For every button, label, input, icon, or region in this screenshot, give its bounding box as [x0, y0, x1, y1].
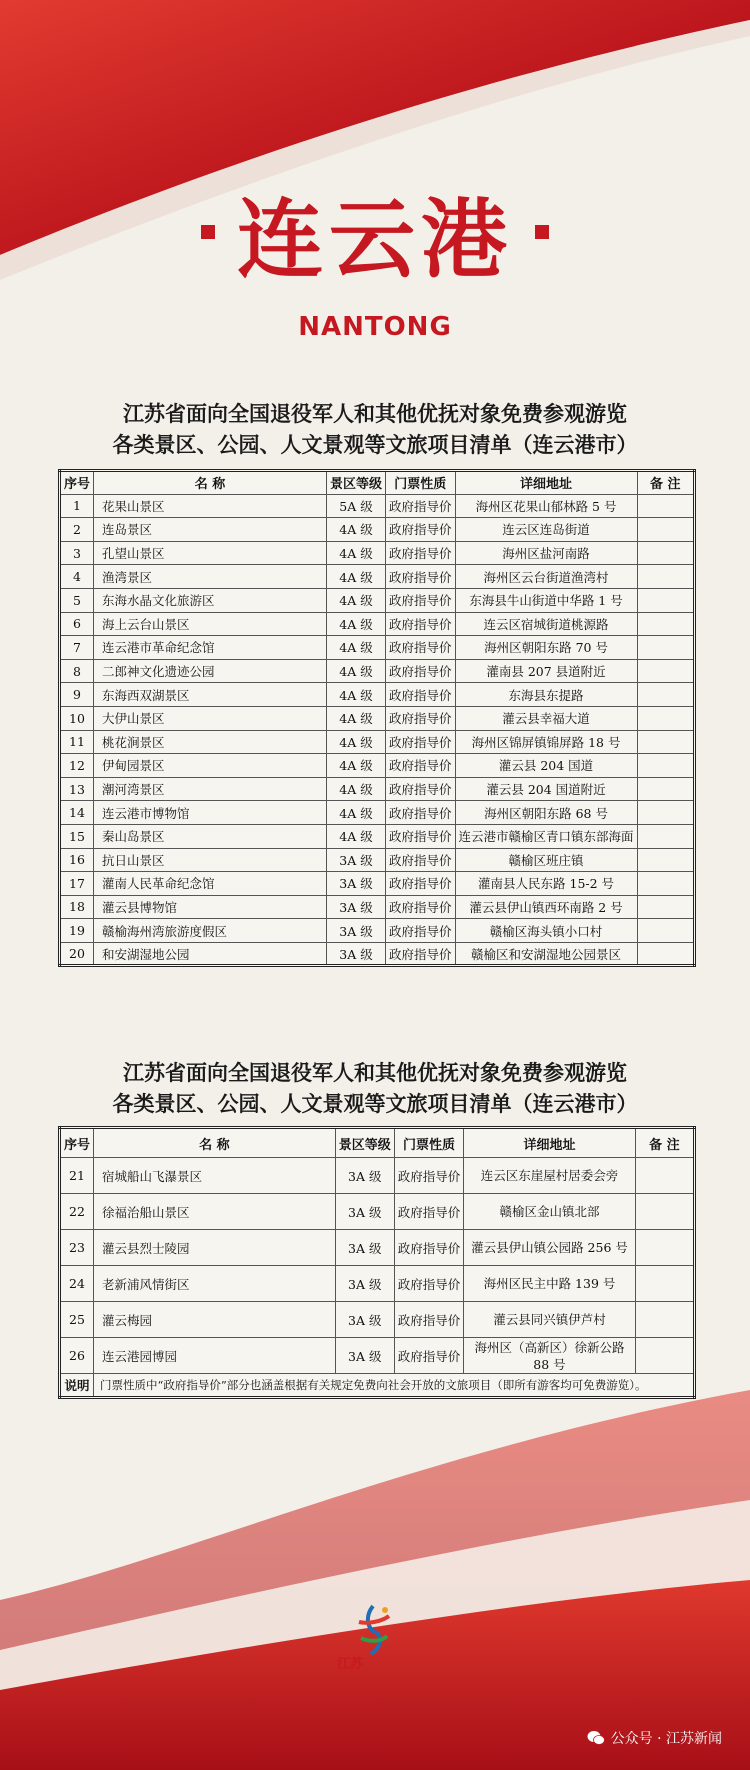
cell-note	[637, 565, 694, 589]
cell-address: 连云港市赣榆区青口镇东部海面	[455, 824, 637, 848]
decor-square-left	[201, 225, 215, 239]
cell-level: 3A 级	[335, 1266, 394, 1302]
cell-level: 4A 级	[327, 518, 386, 542]
cell-name: 伊甸园景区	[94, 754, 327, 778]
cell-name: 渔湾景区	[94, 565, 327, 589]
cell-no: 12	[60, 754, 94, 778]
cell-note	[637, 754, 694, 778]
cell-no: 9	[60, 683, 94, 707]
col-header-ticket: 门票性质	[394, 1128, 464, 1158]
cell-note	[637, 494, 694, 518]
attractions-table-2	[58, 1126, 696, 1399]
cell-ticket: 政府指导价	[386, 541, 456, 565]
cell-no: 2	[60, 518, 94, 542]
table-row	[60, 848, 695, 872]
cell-address: 东海县牛山街道中华路 1 号	[455, 588, 637, 612]
cell-level: 4A 级	[327, 636, 386, 660]
table-row	[60, 565, 695, 589]
table-header-row	[60, 1128, 695, 1158]
cell-ticket: 政府指导价	[386, 588, 456, 612]
cell-ticket: 政府指导价	[386, 942, 456, 966]
cell-name: 赣榆海州湾旅游度假区	[94, 919, 327, 943]
cell-address: 灌云县 204 国道	[455, 754, 637, 778]
table-row	[60, 659, 695, 683]
cell-no: 14	[60, 801, 94, 825]
cell-level: 4A 级	[327, 612, 386, 636]
table-row	[60, 1302, 695, 1338]
cell-no: 24	[60, 1266, 94, 1302]
table-row	[60, 1338, 695, 1374]
cell-no: 4	[60, 565, 94, 589]
col-header-note: 备 注	[637, 471, 694, 495]
cell-note	[637, 612, 694, 636]
cell-ticket: 政府指导价	[386, 565, 456, 589]
cell-name: 桃花涧景区	[94, 730, 327, 754]
city-pinyin: NANTONG	[298, 312, 452, 342]
city-title: 连云港	[237, 190, 513, 290]
table-row	[60, 777, 695, 801]
section2-title	[0, 1057, 750, 1119]
cell-ticket: 政府指导价	[394, 1266, 464, 1302]
cell-address: 赣榆区和安湖湿地公园景区	[455, 942, 637, 966]
col-header-no: 序号	[60, 1128, 94, 1158]
wechat-watermark	[587, 1728, 722, 1748]
cell-no: 21	[60, 1158, 94, 1194]
cell-address: 赣榆区金山镇北部	[464, 1194, 635, 1230]
cell-level: 4A 级	[327, 659, 386, 683]
cell-address: 连云区宿城街道桃源路	[455, 612, 637, 636]
section1-title-line2: 各类景区、公园、人文景观等文旅项目清单（连云港市）	[112, 432, 638, 457]
cell-no: 13	[60, 777, 94, 801]
cell-no: 10	[60, 706, 94, 730]
table-row	[60, 1266, 695, 1302]
cell-note	[637, 942, 694, 966]
cell-ticket: 政府指导价	[386, 730, 456, 754]
cell-no: 18	[60, 895, 94, 919]
cell-note	[635, 1230, 694, 1266]
cell-no: 19	[60, 919, 94, 943]
cell-ticket: 政府指导价	[394, 1230, 464, 1266]
cell-no: 26	[60, 1338, 94, 1374]
table-row	[60, 1158, 695, 1194]
cell-note	[637, 683, 694, 707]
cell-note	[635, 1158, 694, 1194]
cell-name: 连云港市博物馆	[94, 801, 327, 825]
table-row	[60, 706, 695, 730]
table-row	[60, 636, 695, 660]
cell-level: 4A 级	[327, 588, 386, 612]
col-header-ticket: 门票性质	[386, 471, 456, 495]
cell-level: 5A 级	[327, 494, 386, 518]
cell-name: 灌云梅园	[94, 1302, 336, 1338]
cell-ticket: 政府指导价	[394, 1338, 464, 1374]
cell-address: 灌云县伊山镇西环南路 2 号	[455, 895, 637, 919]
cell-name: 抗日山景区	[94, 848, 327, 872]
cell-address: 连云区东崖屋村居委会旁	[464, 1158, 635, 1194]
cell-level: 3A 级	[335, 1338, 394, 1374]
cell-address: 海州区民主中路 139 号	[464, 1266, 635, 1302]
cell-ticket: 政府指导价	[394, 1194, 464, 1230]
cell-no: 20	[60, 942, 94, 966]
note-text: 门票性质中“政府指导价”部分也涵盖根据有关规定免费向社会开放的文旅项目（即所有游客均可免费游览）。	[94, 1374, 695, 1398]
table-row	[60, 541, 695, 565]
cell-no: 23	[60, 1230, 94, 1266]
cell-name: 徐福治船山景区	[94, 1194, 336, 1230]
cell-ticket: 政府指导价	[386, 636, 456, 660]
cell-address: 东海县东提路	[455, 683, 637, 707]
cell-ticket: 政府指导价	[386, 777, 456, 801]
cell-no: 6	[60, 612, 94, 636]
cell-level: 3A 级	[335, 1194, 394, 1230]
cell-ticket: 政府指导价	[394, 1302, 464, 1338]
cell-level: 4A 级	[327, 824, 386, 848]
col-header-name: 名 称	[94, 1128, 336, 1158]
cell-address: 灌云县伊山镇公园路 256 号	[464, 1230, 635, 1266]
cell-level: 4A 级	[327, 683, 386, 707]
cell-level: 3A 级	[335, 1302, 394, 1338]
cell-no: 17	[60, 872, 94, 896]
cell-name: 海上云台山景区	[94, 612, 327, 636]
cell-name: 东海西双湖景区	[94, 683, 327, 707]
bottom-red-waves	[0, 1390, 750, 1770]
cell-no: 15	[60, 824, 94, 848]
cell-no: 5	[60, 588, 94, 612]
col-header-level: 景区等级	[335, 1128, 394, 1158]
section2-title-line2: 各类景区、公园、人文景观等文旅项目清单（连云港市）	[112, 1091, 638, 1116]
decor-square-right	[535, 225, 549, 239]
cell-level: 3A 级	[327, 848, 386, 872]
cell-name: 连岛景区	[94, 518, 327, 542]
cell-level: 4A 级	[327, 706, 386, 730]
cell-note	[635, 1302, 694, 1338]
cell-ticket: 政府指导价	[386, 518, 456, 542]
col-header-level: 景区等级	[327, 471, 386, 495]
cell-name: 灌云县博物馆	[94, 895, 327, 919]
cell-ticket: 政府指导价	[386, 848, 456, 872]
cell-address: 灌南县人民东路 15-2 号	[455, 872, 637, 896]
table-row	[60, 824, 695, 848]
cell-ticket: 政府指导价	[386, 706, 456, 730]
cell-note	[637, 541, 694, 565]
cell-level: 4A 级	[327, 541, 386, 565]
cell-level: 3A 级	[327, 942, 386, 966]
cell-address: 灌南县 207 县道附近	[455, 659, 637, 683]
cell-no: 7	[60, 636, 94, 660]
cell-name: 灌南人民革命纪念馆	[94, 872, 327, 896]
cell-note	[637, 518, 694, 542]
cell-level: 3A 级	[335, 1158, 394, 1194]
cell-address: 海州区锦屏镇锦屏路 18 号	[455, 730, 637, 754]
cell-level: 4A 级	[327, 801, 386, 825]
cell-no: 8	[60, 659, 94, 683]
cell-level: 4A 级	[327, 777, 386, 801]
cell-name: 大伊山景区	[94, 706, 327, 730]
col-header-address: 详细地址	[464, 1128, 635, 1158]
col-header-no: 序号	[60, 471, 94, 495]
table-row	[60, 730, 695, 754]
table-row	[60, 518, 695, 542]
cell-note	[637, 777, 694, 801]
cell-address: 灌云县 204 国道附近	[455, 777, 637, 801]
cell-ticket: 政府指导价	[386, 683, 456, 707]
cell-level: 3A 级	[327, 919, 386, 943]
cell-name: 宿城船山飞瀑景区	[94, 1158, 336, 1194]
table-row	[60, 1230, 695, 1266]
section2-title-line1: 江苏省面向全国退役军人和其他优抚对象免费参观游览	[123, 1060, 627, 1085]
cell-level: 3A 级	[327, 872, 386, 896]
table-row	[60, 1194, 695, 1230]
cell-address: 连云区连岛街道	[455, 518, 637, 542]
cell-ticket: 政府指导价	[386, 895, 456, 919]
col-header-name: 名 称	[94, 471, 327, 495]
table-note-row	[60, 1374, 695, 1398]
cell-address: 海州区花果山郁林路 5 号	[455, 494, 637, 518]
col-header-address: 详细地址	[455, 471, 637, 495]
cell-note	[637, 588, 694, 612]
cell-note	[637, 824, 694, 848]
cell-level: 4A 级	[327, 565, 386, 589]
cell-level: 3A 级	[327, 895, 386, 919]
cell-note	[635, 1194, 694, 1230]
cell-name: 灌云县烈士陵园	[94, 1230, 336, 1266]
table-row	[60, 919, 695, 943]
jiangsu-tourism-logo	[323, 1598, 423, 1673]
table-row	[60, 683, 695, 707]
cell-name: 连云港园博园	[94, 1338, 336, 1374]
cell-ticket: 政府指导价	[386, 801, 456, 825]
table-row	[60, 754, 695, 778]
wechat-account-label: 公众号 · 江苏新闻	[610, 1731, 722, 1747]
attractions-table-1	[58, 469, 696, 967]
cell-no: 16	[60, 848, 94, 872]
cell-no: 1	[60, 494, 94, 518]
cell-ticket: 政府指导价	[394, 1158, 464, 1194]
cell-address: 灌云县幸福大道	[455, 706, 637, 730]
cell-no: 3	[60, 541, 94, 565]
cell-note	[637, 730, 694, 754]
table-row	[60, 872, 695, 896]
cell-name: 连云港市革命纪念馆	[94, 636, 327, 660]
cell-ticket: 政府指导价	[386, 494, 456, 518]
note-label: 说明	[60, 1374, 94, 1398]
cell-name: 二郎神文化遗迹公园	[94, 659, 327, 683]
cell-note	[637, 659, 694, 683]
cell-address: 海州区盐河南路	[455, 541, 637, 565]
cell-note	[637, 872, 694, 896]
table-row	[60, 588, 695, 612]
table-row	[60, 895, 695, 919]
cell-address: 海州区（高新区）徐新公路 88 号	[464, 1338, 635, 1374]
cell-level: 3A 级	[335, 1230, 394, 1266]
table-header-row	[60, 471, 695, 495]
cell-name: 东海水晶文化旅游区	[94, 588, 327, 612]
cell-name: 和安湖湿地公园	[94, 942, 327, 966]
cell-no: 25	[60, 1302, 94, 1338]
cell-name: 孔望山景区	[94, 541, 327, 565]
cell-no: 11	[60, 730, 94, 754]
cell-note	[637, 636, 694, 660]
cell-name: 花果山景区	[94, 494, 327, 518]
cell-address: 赣榆区班庄镇	[455, 848, 637, 872]
cell-note	[637, 848, 694, 872]
section1-title	[0, 398, 750, 460]
cell-address: 海州区云台街道渔湾村	[455, 565, 637, 589]
cell-ticket: 政府指导价	[386, 612, 456, 636]
cell-note	[635, 1266, 694, 1302]
cell-note	[635, 1338, 694, 1374]
city-title-block	[0, 170, 750, 294]
cell-note	[637, 706, 694, 730]
cell-level: 4A 级	[327, 754, 386, 778]
cell-ticket: 政府指导价	[386, 824, 456, 848]
wechat-icon	[587, 1730, 605, 1746]
cell-ticket: 政府指导价	[386, 919, 456, 943]
cell-no: 22	[60, 1194, 94, 1230]
cell-address: 海州区朝阳东路 68 号	[455, 801, 637, 825]
cell-ticket: 政府指导价	[386, 659, 456, 683]
cell-level: 4A 级	[327, 730, 386, 754]
cell-note	[637, 919, 694, 943]
cell-note	[637, 801, 694, 825]
cell-name: 潮河湾景区	[94, 777, 327, 801]
cell-address: 赣榆区海头镇小口村	[455, 919, 637, 943]
cell-name: 秦山岛景区	[94, 824, 327, 848]
cell-address: 灌云县同兴镇伊芦村	[464, 1302, 635, 1338]
cell-address: 海州区朝阳东路 70 号	[455, 636, 637, 660]
section1-title-line1: 江苏省面向全国退役军人和其他优抚对象免费参观游览	[123, 401, 627, 426]
cell-note	[637, 895, 694, 919]
table-row	[60, 942, 695, 966]
cell-name: 老新浦风情街区	[94, 1266, 336, 1302]
table-row	[60, 801, 695, 825]
table-row	[60, 612, 695, 636]
cell-ticket: 政府指导价	[386, 872, 456, 896]
table-row	[60, 494, 695, 518]
col-header-note: 备 注	[635, 1128, 694, 1158]
logo-text: 江苏	[337, 1657, 364, 1672]
cell-ticket: 政府指导价	[386, 754, 456, 778]
